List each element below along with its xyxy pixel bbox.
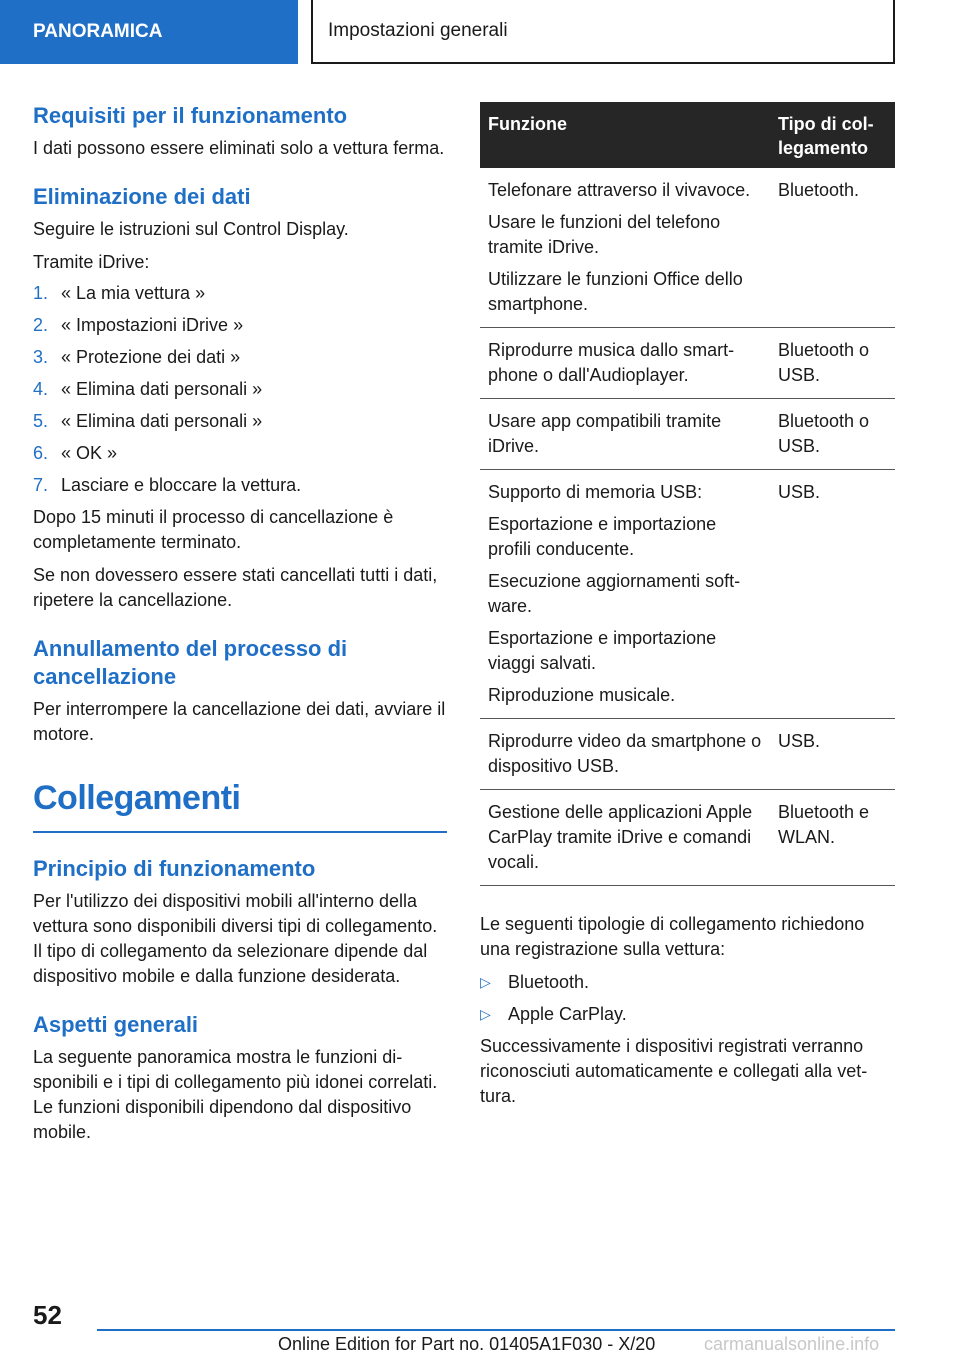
after-text-1: Dopo 15 minuti il processo di cancellazione è completamente terminato.: [33, 507, 394, 552]
triangle-bullet-icon: ▷: [480, 1006, 491, 1022]
step-number: 1.: [33, 283, 49, 303]
function-line: Utilizzare le funzioni Office dello smartphone.: [488, 269, 743, 314]
delete-data-heading: Eliminazione dei dati: [33, 184, 251, 209]
header-tab: [0, 0, 298, 64]
step-number: 5.: [33, 411, 49, 431]
steps-list: [33, 281, 447, 498]
registration-text: Le seguenti tipologie di collegamento richiedono una registrazione sulla vettura:: [480, 914, 865, 959]
list-item: [480, 1002, 895, 1027]
function-cell: [480, 719, 770, 790]
table-row: [480, 470, 895, 719]
step-text: Lasciare e bloccare la vettura.: [61, 475, 302, 495]
function-cell: [480, 790, 770, 886]
step-item: [33, 345, 447, 370]
step-text: « Protezione dei dati »: [61, 347, 241, 367]
table-header-connection: Tipo di collegamento: [770, 102, 895, 168]
function-line: Esecuzione aggiornamenti software.: [488, 571, 741, 616]
header-title: [311, 0, 895, 64]
function-line: Esportazione e importazione profili conducente.: [488, 514, 717, 559]
connection-cell: Bluetooth o USB.: [770, 328, 895, 399]
step-item: [33, 313, 447, 338]
function-line: Usare le funzioni del telefono tramite iDrive.: [488, 212, 721, 257]
cancel-text: Per interrompere la cancellazione dei dati, avviare il motore.: [33, 699, 446, 744]
step-text: « Impostazioni iDrive »: [61, 315, 244, 335]
function-line: Gestione delle applicazioni Apple CarPlay tramite iDrive e comandi vocali.: [488, 802, 753, 872]
section-rule: [33, 831, 447, 833]
step-item: [33, 377, 447, 402]
step-item: [33, 441, 447, 466]
step-text: « OK »: [61, 443, 118, 463]
auto-connect-text: Successivamente i dispositivi registrati verranno riconosciuti automaticamente e collegati alla vettura.: [480, 1036, 868, 1106]
step-text: « Elimina dati personali »: [61, 379, 263, 399]
connection-cell: USB.: [770, 470, 895, 719]
step-item: [33, 409, 447, 434]
table-header-function: Funzione: [480, 102, 770, 168]
function-cell: [480, 399, 770, 470]
function-line: Riprodurre musica dallo smartphone o dall'Audioplayer.: [488, 340, 735, 385]
function-line: Usare app compatibili tramite iDrive.: [488, 411, 722, 456]
requirements-text: I dati possono essere eliminati solo a vettura ferma.: [33, 138, 445, 158]
function-line: Telefonare attraverso il vivavoce.: [488, 180, 751, 200]
step-text: « Elimina dati personali »: [61, 411, 263, 431]
step-number: 7.: [33, 475, 49, 495]
table-row: [480, 790, 895, 886]
after-text-2: Se non dovessero essere stati cancellati tutti i dati, ripetere la cancellazione.: [33, 565, 438, 610]
function-line: Esportazione e importazione viaggi salvati.: [488, 628, 717, 673]
table-row: [480, 168, 895, 328]
list-item: [480, 970, 895, 995]
connection-cell: Bluetooth.: [770, 168, 895, 328]
header-title-label: Impostazioni generali: [328, 20, 508, 41]
step-number: 2.: [33, 315, 49, 335]
registration-list: [480, 970, 895, 1027]
connection-cell: Bluetooth e WLAN.: [770, 790, 895, 886]
step-text: « La mia vettura »: [61, 283, 206, 303]
delete-data-text-2: Tramite iDrive:: [33, 252, 150, 272]
function-line: Riproduzione musicale.: [488, 685, 676, 705]
footer-edition: Online Edition for Part no. 01405A1F030 - X/20: [278, 1334, 656, 1354]
principle-heading: Principio di funzionamento: [33, 856, 316, 881]
triangle-bullet-icon: ▷: [480, 974, 491, 990]
general-text: La seguente panoramica mostra le funzioni disponibili e i tipi di collegamento più idonei correlati. Le funzioni disponibili dipendono dal dispositivo mobile.: [33, 1047, 438, 1142]
cancel-heading: Annullamento del processo di cancellazione: [33, 636, 348, 689]
principle-text: Per l'utilizzo dei dispositivi mobili all'interno della vettura sono disponibili diversi tipi di collegamento. Il tipo di collegamento da selezionare dipende dal dispositivo mobile e dalla funzione desiderata.: [33, 891, 438, 986]
function-line: Supporto di memoria USB:: [488, 482, 703, 502]
delete-data-text-1: Seguire le istruzioni sul Control Display.: [33, 219, 349, 239]
section-title: Collegamenti: [33, 779, 241, 817]
step-number: 4.: [33, 379, 49, 399]
table-header-row: [480, 102, 895, 168]
function-cell: [480, 168, 770, 328]
page-number: 52: [33, 1300, 62, 1330]
list-item-text: Apple CarPlay.: [508, 1004, 627, 1024]
functions-table: [480, 102, 895, 886]
step-item: [33, 281, 447, 306]
footer-rule: [97, 1329, 895, 1331]
left-column: [33, 102, 447, 1145]
table-row: [480, 719, 895, 790]
general-heading: Aspetti generali: [33, 1012, 199, 1037]
watermark: carmanualsonline.info: [704, 1334, 880, 1354]
connection-cell: Bluetooth o USB.: [770, 399, 895, 470]
step-item: [33, 473, 447, 498]
step-number: 6.: [33, 443, 49, 463]
function-line: Riprodurre video da smartphone o dispositivo USB.: [488, 731, 762, 776]
header-tab-label: PANORAMICA: [33, 21, 163, 42]
table-row: [480, 399, 895, 470]
connection-cell: USB.: [770, 719, 895, 790]
table-row: [480, 328, 895, 399]
list-item-text: Bluetooth.: [508, 972, 590, 992]
function-cell: [480, 328, 770, 399]
function-cell: [480, 470, 770, 719]
right-column: [480, 102, 895, 1109]
requirements-heading: Requisiti per il funzionamento: [33, 103, 348, 128]
step-number: 3.: [33, 347, 49, 367]
